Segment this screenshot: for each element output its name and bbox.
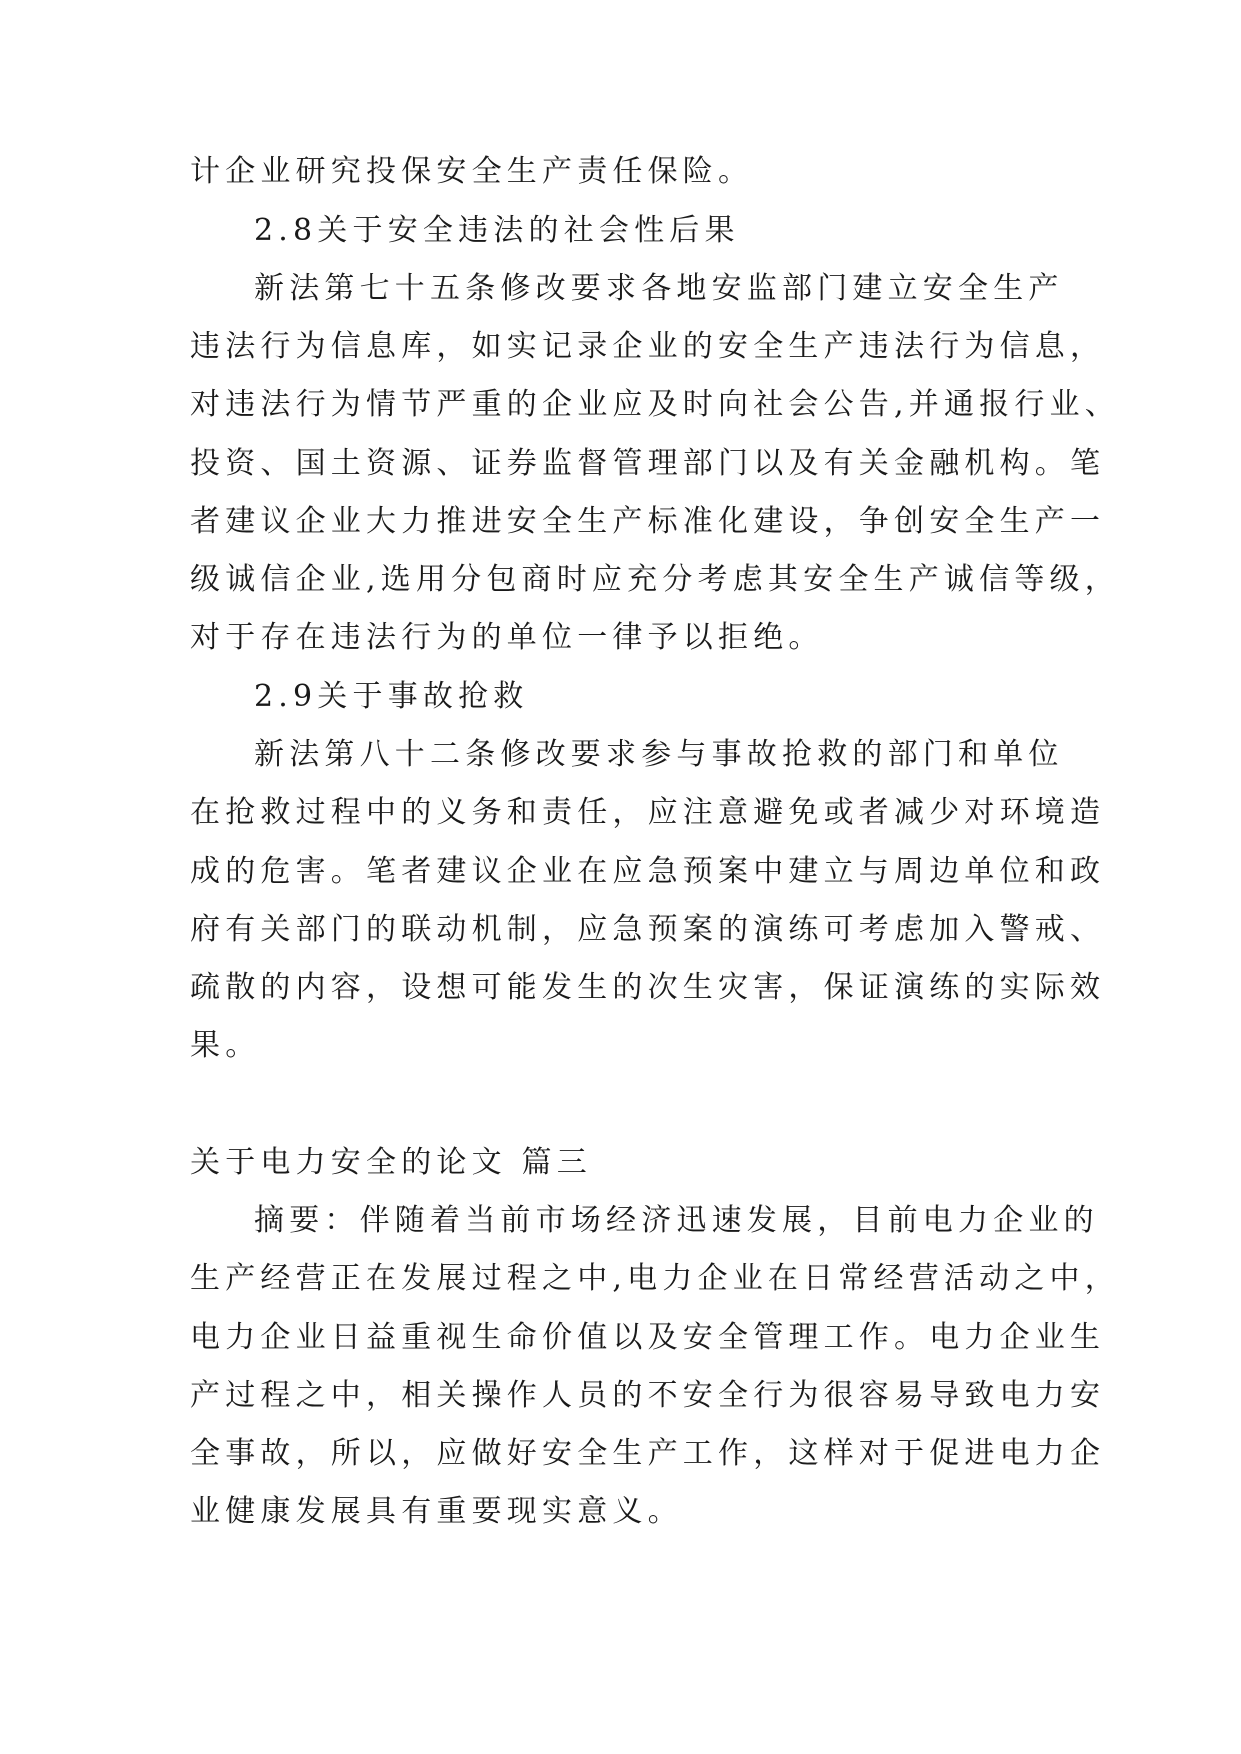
paragraph-line: 者建议企业大力推进安全生产标准化建设，争创安全生产一 bbox=[190, 504, 1106, 539]
paragraph-line: 电力企业日益重视生命价值以及安全管理工作。电力企业生 bbox=[190, 1320, 1106, 1355]
paragraph-line: 新法第七十五条修改要求各地安监部门建立安全生产 bbox=[254, 271, 1064, 306]
section-heading-2-8: 2.8关于安全违法的社会性后果 bbox=[254, 213, 740, 248]
paragraph-line: 生产经营正在发展过程之中,电力企业在日常经营活动之中， bbox=[190, 1261, 1120, 1296]
paragraph-line: 对于存在违法行为的单位一律予以拒绝。 bbox=[190, 620, 824, 655]
paragraph-line: 产过程之中，相关操作人员的不安全行为很容易导致电力安 bbox=[190, 1378, 1106, 1413]
section-heading-2-9: 2.9关于事故抢救 bbox=[254, 679, 529, 714]
paragraph-line: 新法第八十二条修改要求参与事故抢救的部门和单位 bbox=[254, 737, 1064, 772]
abstract-line: 摘要：伴随着当前市场经济迅速发展，目前电力企业的 bbox=[254, 1203, 1099, 1238]
paragraph-line: 违法行为信息库，如实记录企业的安全生产违法行为信息， bbox=[190, 329, 1106, 364]
paragraph-line: 对违法行为情节严重的企业应及时向社会公告,并通报行业、 bbox=[190, 387, 1120, 422]
paragraph-line: 投资、国土资源、证券监督管理部门以及有关金融机构。笔 bbox=[190, 446, 1106, 481]
paragraph-line: 计企业研究投保安全生产责任保险。 bbox=[190, 154, 754, 189]
paragraph-line: 果。 bbox=[190, 1028, 261, 1063]
paragraph-line: 府有关部门的联动机制，应急预案的演练可考虑加入警戒、 bbox=[190, 912, 1106, 947]
paragraph-line: 全事故，所以，应做好安全生产工作，这样对于促进电力企 bbox=[190, 1436, 1106, 1471]
article-title: 关于电力安全的论文 篇三 bbox=[190, 1145, 592, 1180]
paragraph-line: 疏散的内容，设想可能发生的次生灾害，保证演练的实际效 bbox=[190, 970, 1106, 1005]
paragraph-line: 级诚信企业,选用分包商时应充分考虑其安全生产诚信等级， bbox=[190, 562, 1120, 597]
paragraph-line: 业健康发展具有重要现实意义。 bbox=[190, 1494, 683, 1529]
paragraph-line: 在抢救过程中的义务和责任，应注意避免或者减少对环境造 bbox=[190, 795, 1106, 830]
paragraph-line: 成的危害。笔者建议企业在应急预案中建立与周边单位和政 bbox=[190, 854, 1106, 889]
